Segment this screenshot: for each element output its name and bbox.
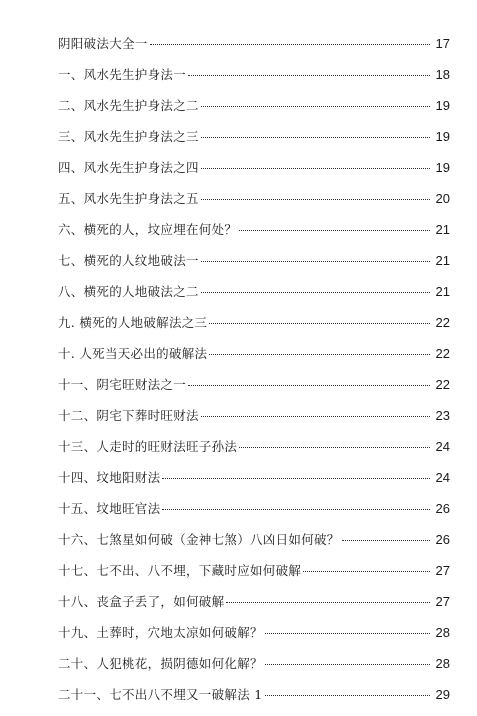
toc-entry-title: 五、风水先生护身法之五 (58, 191, 199, 206)
toc-entry[interactable] (58, 251, 450, 282)
toc-dot-leader (201, 106, 430, 107)
toc-entry-title: 四、风水先生护身法之四 (58, 160, 199, 175)
toc-dot-leader (188, 385, 430, 386)
toc-entry[interactable] (58, 158, 450, 189)
toc-entry-page: 27 (435, 594, 450, 609)
toc-dot-leader (209, 323, 430, 324)
toc-entry[interactable] (58, 468, 450, 499)
toc-dot-leader (201, 261, 430, 262)
toc-entry[interactable] (58, 220, 450, 251)
toc-entry-page: 28 (435, 625, 450, 640)
toc-entry[interactable] (58, 375, 450, 406)
toc-entry-page: 17 (435, 36, 450, 51)
toc-entry-page: 23 (435, 408, 450, 423)
toc-entry-title: 八、横死的人地破法之二 (58, 284, 199, 299)
toc-entry-title: 七、横死的人纹地破法一 (58, 253, 199, 268)
toc-dot-leader (188, 75, 430, 76)
toc-entry[interactable] (58, 654, 450, 685)
toc-entry-page: 29 (435, 687, 450, 702)
toc-entry-page: 21 (435, 284, 450, 299)
toc-entry[interactable] (58, 437, 450, 468)
toc-entry-title: 十. 人死当天必出的破解法 (58, 346, 208, 361)
toc-entry[interactable] (58, 623, 450, 654)
toc-entry-title: 阴阳破法大全一 (58, 36, 148, 51)
toc-entry[interactable] (58, 406, 450, 437)
toc-dot-leader (150, 44, 430, 45)
toc-dot-leader (303, 571, 430, 572)
toc-dot-leader (162, 478, 430, 479)
toc-entry-title: 一、风水先生护身法一 (58, 67, 187, 82)
toc-entry[interactable] (58, 499, 450, 530)
toc-entry-title: 十七、七不出、八不埋，下藏时应如何破解 (58, 563, 302, 578)
toc-entry-title: 十四、坟地阳财法 (58, 470, 161, 485)
toc-entry-page: 22 (435, 377, 450, 392)
toc-entry-page: 27 (435, 563, 450, 578)
toc-entry-title: 十九、土葬时，穴地太凉如何破解？ (58, 625, 263, 640)
toc-dot-leader (201, 137, 430, 138)
toc-dot-leader (265, 664, 430, 665)
toc-dot-leader (265, 633, 430, 634)
toc-dot-leader (239, 447, 430, 448)
toc-entry-page: 22 (435, 346, 450, 361)
toc-entry[interactable] (58, 592, 450, 623)
toc-entry-title: 十六、七煞星如何破（金神七煞）八凶日如何破？ (58, 532, 340, 547)
toc-entry-page: 21 (435, 222, 450, 237)
toc-entry-title: 二、风水先生护身法之二 (58, 98, 199, 113)
toc-entry-page: 21 (435, 253, 450, 268)
toc-dot-leader (265, 695, 430, 696)
toc-entry[interactable] (58, 530, 450, 561)
toc-entry-title: 十五、坟地旺官法 (58, 501, 161, 516)
toc-dot-leader (209, 354, 430, 355)
toc-entry[interactable] (58, 127, 450, 158)
toc-entry-page: 26 (435, 501, 450, 516)
toc-dot-leader (226, 602, 430, 603)
toc-entry-page: 19 (435, 98, 450, 113)
toc-entry-title: 二十、人犯桃花，损阴德如何化解？ (58, 656, 263, 671)
toc-entry-page: 24 (435, 439, 450, 454)
toc-entry-title: 十一、阴宅旺财法之一 (58, 377, 187, 392)
toc-entry-title: 三、风水先生护身法之三 (58, 129, 199, 144)
toc-dot-leader (342, 540, 430, 541)
toc-entry-title: 九. 横死的人地破解法之三 (58, 315, 208, 330)
toc-entry[interactable] (58, 96, 450, 127)
toc-entry[interactable] (58, 282, 450, 313)
toc-entry[interactable] (58, 685, 450, 716)
toc-entry[interactable] (58, 65, 450, 96)
toc-dot-leader (201, 292, 430, 293)
toc-entry-title: 二十一、七不出八不埋又一破解法 1 (58, 687, 263, 702)
toc-dot-leader (201, 168, 430, 169)
toc-entry-page: 19 (435, 160, 450, 175)
table-of-contents (58, 34, 450, 716)
toc-entry-page: 24 (435, 470, 450, 485)
toc-entry-page: 28 (435, 656, 450, 671)
toc-entry[interactable] (58, 189, 450, 220)
toc-entry-page: 20 (435, 191, 450, 206)
toc-entry-title: 十八、丧盒子丢了，如何破解 (58, 594, 225, 609)
toc-dot-leader (162, 509, 430, 510)
toc-entry[interactable] (58, 34, 450, 65)
toc-entry-page: 22 (435, 315, 450, 330)
toc-entry-title: 十三、人走时的旺财法旺子孙法 (58, 439, 238, 454)
toc-entry[interactable] (58, 313, 450, 344)
toc-entry[interactable] (58, 561, 450, 592)
toc-entry-page: 18 (435, 67, 450, 82)
toc-dot-leader (239, 230, 430, 231)
toc-dot-leader (201, 199, 430, 200)
toc-entry-title: 十二、阴宅下葬时旺财法 (58, 408, 199, 423)
toc-dot-leader (201, 416, 430, 417)
toc-entry-page: 19 (435, 129, 450, 144)
toc-entry[interactable] (58, 344, 450, 375)
toc-entry-title: 六、横死的人，坟应埋在何处？ (58, 222, 238, 237)
toc-entry-page: 26 (435, 532, 450, 547)
